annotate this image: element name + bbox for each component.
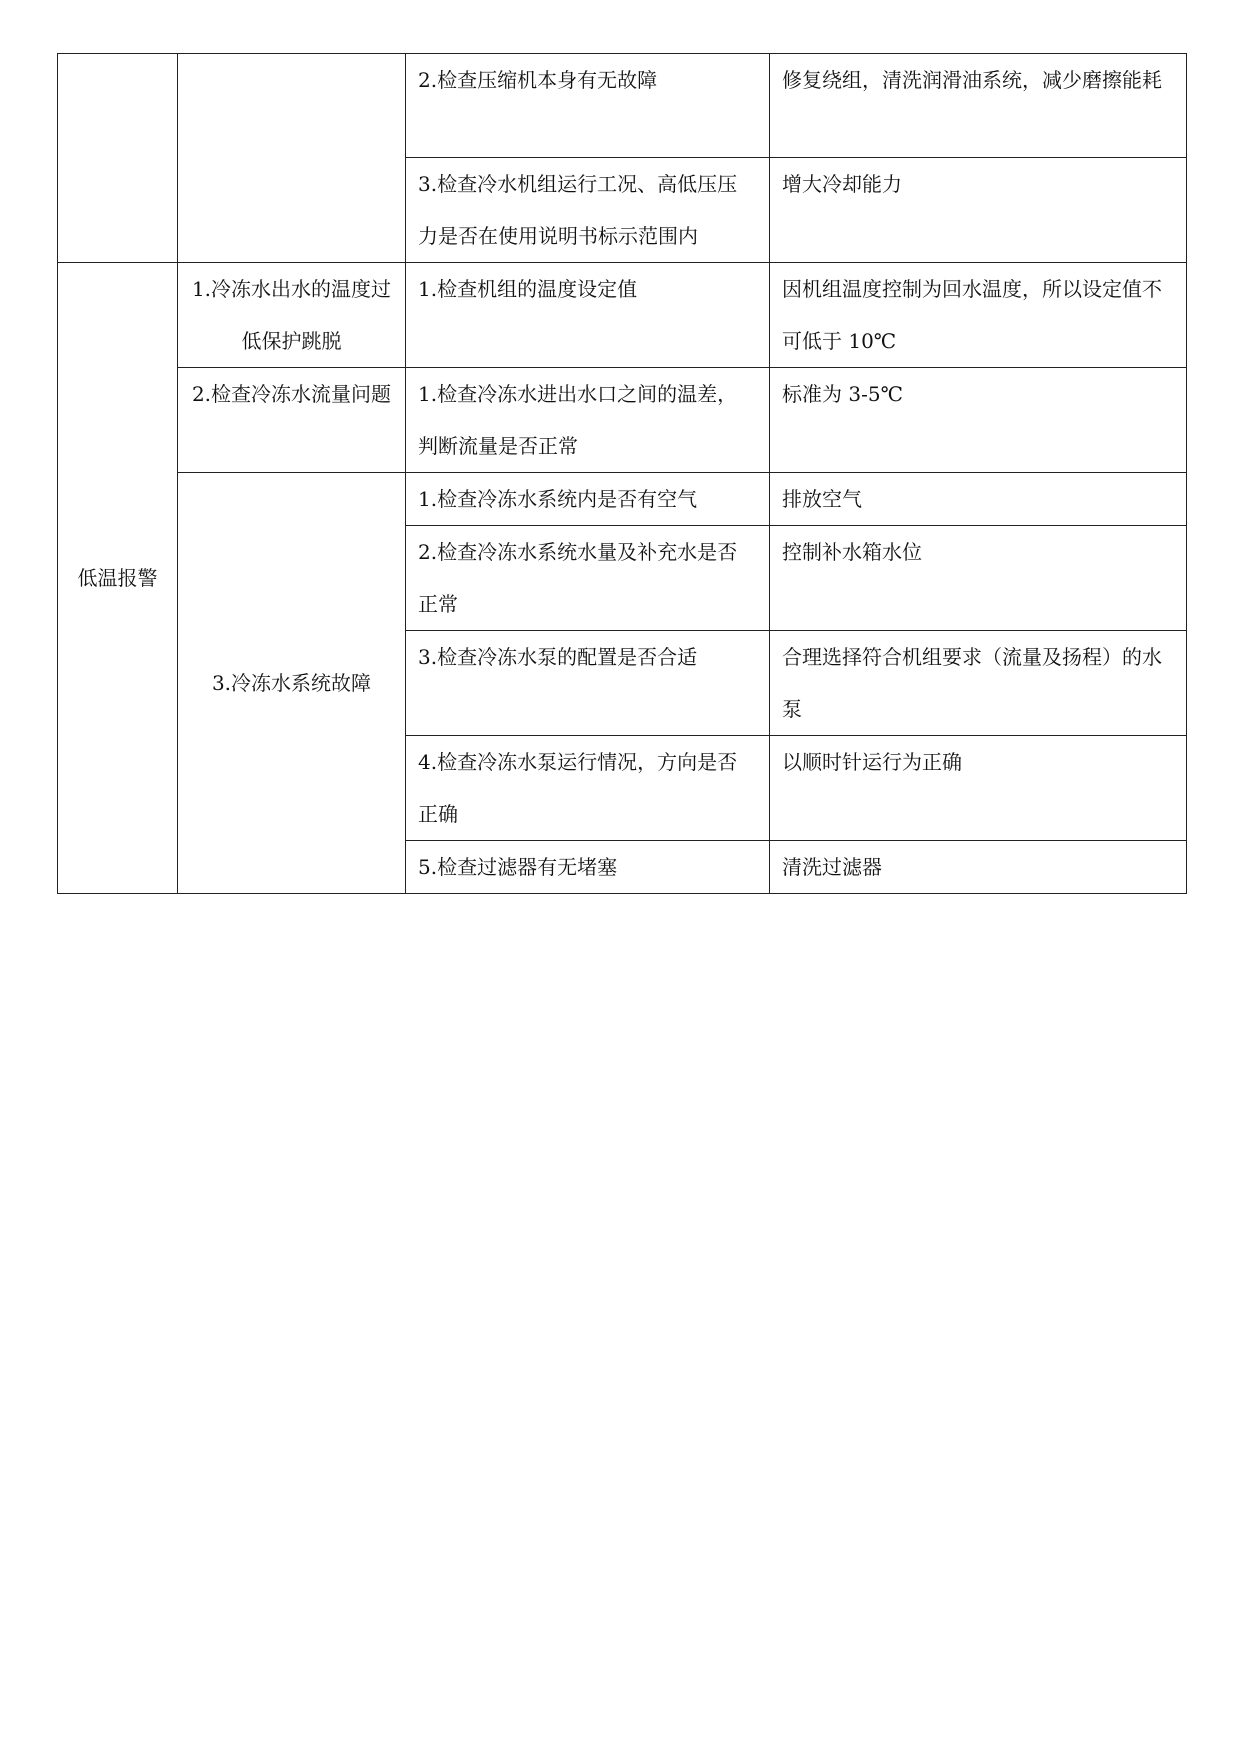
cause-cell: 2.检查冷冻水流量问题 xyxy=(178,368,406,473)
check-cell: 2.检查冷冻水系统水量及补充水是否正常 xyxy=(406,526,770,631)
fault-table xyxy=(57,53,1187,894)
cause-cell-continued xyxy=(178,54,406,263)
check-cell: 4.检查冷冻水泵运行情况，方向是否正确 xyxy=(406,736,770,841)
remedy-cell: 增大冷却能力 xyxy=(770,158,1187,263)
table-row xyxy=(58,54,1187,158)
check-cell: 1.检查机组的温度设定值 xyxy=(406,263,770,368)
check-cell: 1.检查冷冻水进出水口之间的温差，判断流量是否正常 xyxy=(406,368,770,473)
check-cell: 2.检查压缩机本身有无故障 xyxy=(406,54,770,158)
remedy-cell: 标准为 3-5℃ xyxy=(770,368,1187,473)
remedy-cell: 清洗过滤器 xyxy=(770,841,1187,894)
remedy-cell: 修复绕组，清洗润滑油系统，减少磨擦能耗 xyxy=(770,54,1187,158)
check-cell: 1.检查冷冻水系统内是否有空气 xyxy=(406,473,770,526)
check-cell: 3.检查冷水机组运行工况、高低压压力是否在使用说明书标示范围内 xyxy=(406,158,770,263)
cause-cell: 1.冷冻水出水的温度过低保护跳脱 xyxy=(178,263,406,368)
table-row xyxy=(58,473,1187,526)
check-cell: 5.检查过滤器有无堵塞 xyxy=(406,841,770,894)
category-cell-continued xyxy=(58,54,178,263)
check-cell: 3.检查冷冻水泵的配置是否合适 xyxy=(406,631,770,736)
remedy-cell: 控制补水箱水位 xyxy=(770,526,1187,631)
remedy-cell: 排放空气 xyxy=(770,473,1187,526)
table-row xyxy=(58,368,1187,473)
remedy-cell: 因机组温度控制为回水温度，所以设定值不可低于 10℃ xyxy=(770,263,1187,368)
cause-cell: 3.冷冻水系统故障 xyxy=(178,473,406,894)
remedy-cell: 合理选择符合机组要求（流量及扬程）的水泵 xyxy=(770,631,1187,736)
remedy-cell: 以顺时针运行为正确 xyxy=(770,736,1187,841)
table-row xyxy=(58,263,1187,368)
category-cell: 低温报警 xyxy=(58,263,178,894)
